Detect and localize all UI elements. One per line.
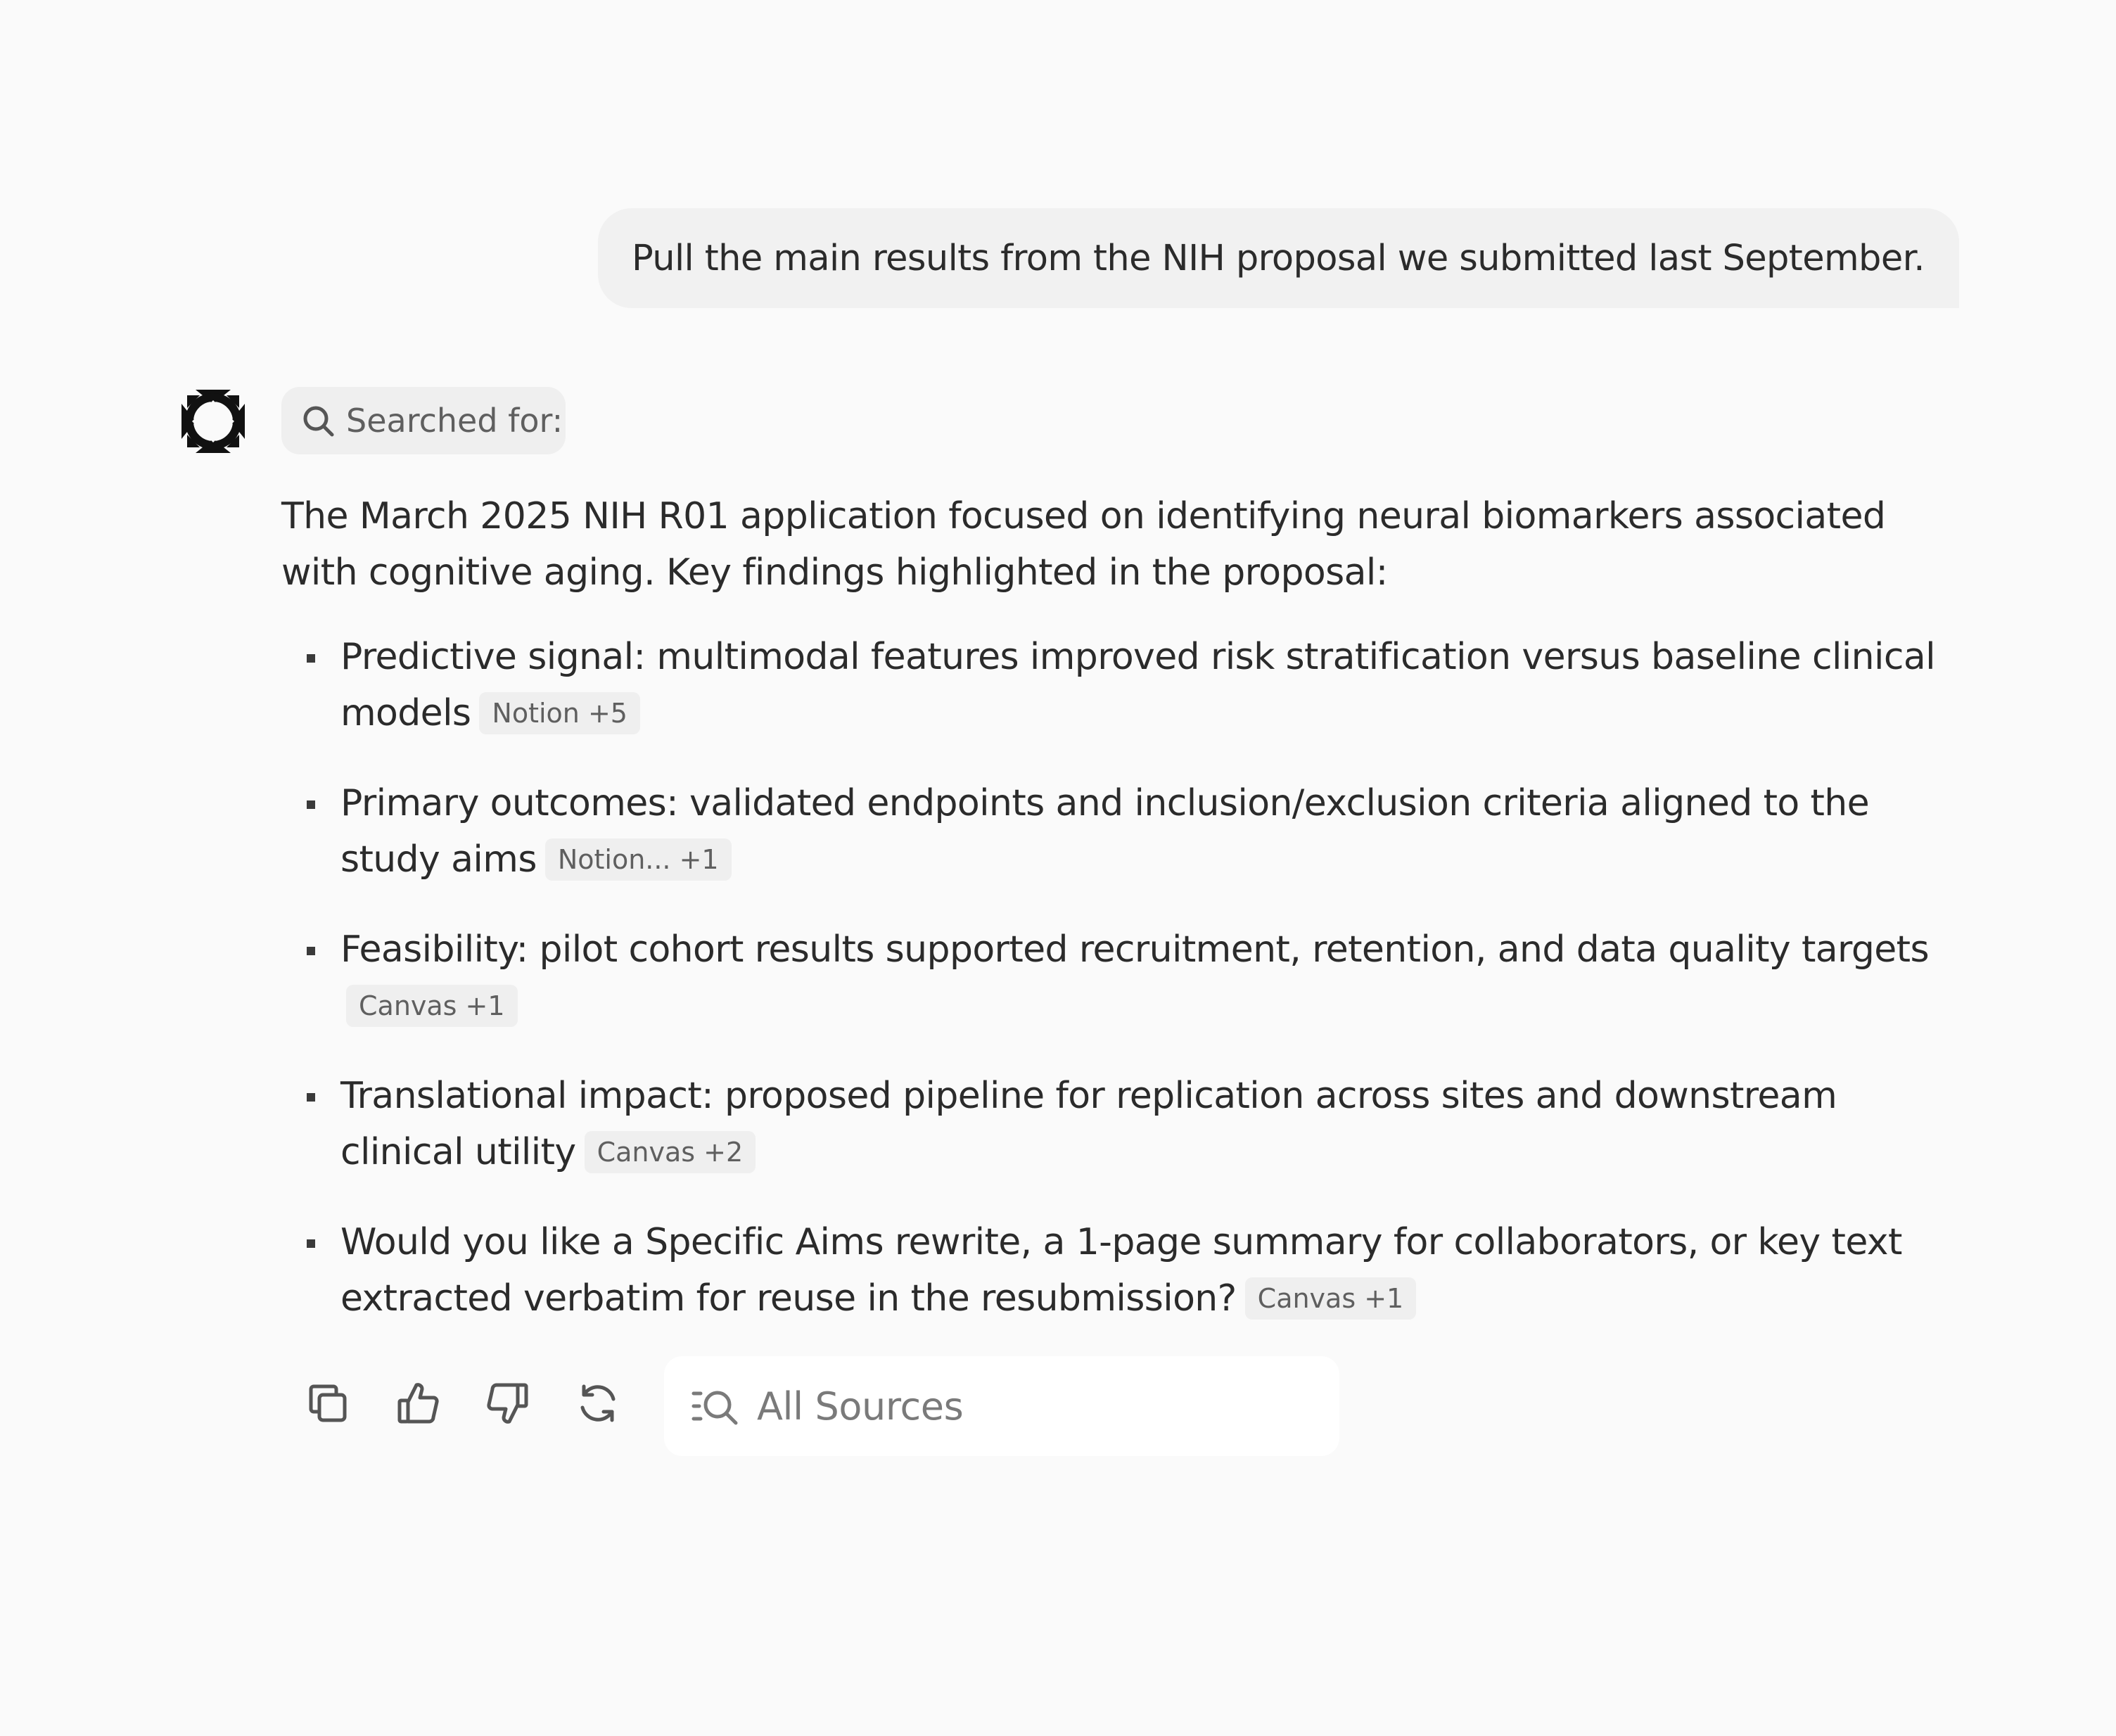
list-item-text: Primary outcomes: validated endpoints and inclusion/exclusion criteria aligned to the study aims [340,782,1870,881]
thumbs-down-icon[interactable] [481,1377,535,1430]
list-item [281,775,1958,888]
all-sources-label: All Sources [757,1384,964,1429]
list-item-text: Feasibility: pilot cohort results supported recruitment, retention, and data quality targets [340,928,1929,971]
regenerate-icon[interactable] [571,1377,625,1430]
source-tag[interactable]: Canvas +1 [1245,1277,1417,1320]
source-tag[interactable]: Notion +5 [479,692,640,734]
source-tag[interactable]: Notion... +1 [545,838,732,881]
bullet [307,800,315,809]
list-search-icon [691,1386,740,1426]
findings-list [281,629,1970,1327]
all-sources-selector[interactable] [664,1356,1339,1456]
list-item-text: Would you like a Specific Aims rewrite, a 1-page summary for collaborators, or key text extracted verbatim for reuse in the resubmission? [340,1221,1902,1320]
list-item [281,629,1958,741]
list-item [281,1214,1958,1327]
list-item-text: Translational impact: proposed pipeline for replication across sites and downstream clinical utility [340,1075,1837,1173]
list-item [281,1068,1958,1180]
bullet [307,947,315,955]
bullet [307,1093,315,1102]
list-item-text: Predictive signal: multimodal features improved risk stratification versus baseline clinical models [340,636,1935,734]
user-message-text: Pull the main results from the NIH proposal we submitted last September. [632,237,1925,279]
searched-for-chip[interactable] [281,387,566,454]
answer-intro: The March 2025 NIH R01 application focused on identifying neural biomarkers associated with cognitive aging. Key findings highlighted in the proposal: [281,495,1886,594]
bullet [307,1239,315,1248]
search-icon [301,404,335,438]
searched-for-label: Searched for: [346,402,563,440]
bullet [307,654,315,663]
user-message-bubble [598,208,1959,308]
source-tag[interactable]: Canvas +1 [346,985,518,1027]
thumbs-up-icon[interactable] [391,1377,445,1430]
copy-icon[interactable] [301,1377,355,1430]
source-tag[interactable]: Canvas +2 [585,1131,756,1173]
assistant-answer [281,488,1970,1360]
message-actions [301,1372,661,1435]
list-item [281,921,1958,1034]
assistant-logo-icon [180,388,246,454]
